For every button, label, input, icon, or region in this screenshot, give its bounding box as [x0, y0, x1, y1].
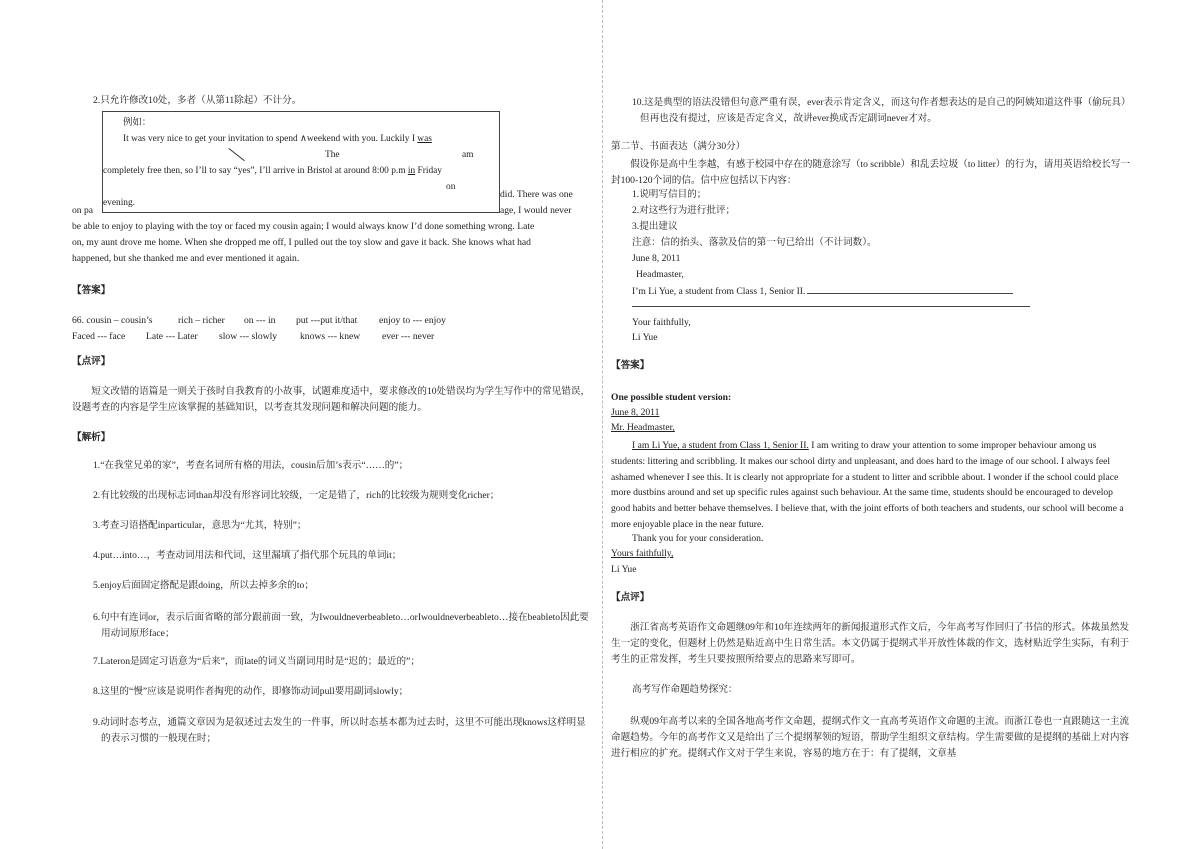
sample-date: June 8, 2011: [611, 407, 660, 418]
analysis-item: 1.“在我堂兄弟的家”，考查名词所有格的用法，cousin后加’s表示“……的”；: [93, 460, 409, 471]
answer-item: put ---put it/that: [296, 315, 358, 326]
analysis-item: 7.Lateron是固定习语意为“后来”，而late的词义当副词用时是“迟的；最近的”；: [93, 656, 420, 667]
analysis-item: 6.句中有连词or，表示后面省略的部分跟前面一致，为Iwouldneverbeableto…orIwouldneverbeableto…接在beableto因此要用动词原形face；: [93, 612, 589, 639]
letter-closing: Your faithfully,: [632, 317, 691, 328]
comment-paragraph: 短文改错的语篇是一则关于孩时自我教育的小故事，试题难度适中，要求修改的10处错误均为学生写作中的常见错误，设题考查的内容是学生应该掌握的基础知识，以考查其发现问题和解决问题的能力。: [72, 386, 591, 413]
sample-salutation: Mr. Headmaster,: [611, 422, 675, 433]
answer-item: 66. cousin – cousin’s: [72, 315, 153, 326]
example-box: [102, 111, 500, 213]
answer-item: enjoy to --- enjoy: [379, 315, 446, 326]
analysis-item: 5.enjoy后面固定搭配是跟doing，所以去掉多余的to；: [93, 580, 314, 591]
sample-body: I am Li Yue, a student from Class 1, Senior II. I am writing to draw your attention to some improper behaviour among us students: littering and scribbling. It makes our school dirty and unpleasant, and does hard to the image of our school. I always feel ashamed whenever I see this. It is clearly not appropriate for a student to litter and scribble about. I wonder if the school could place more dustbins around and set up specific rules against such behaviour. At the same time, students should be encouraged to develop good habits and better behave themselves. I believe that, with the joint efforts of both teachers and students, our school will become a more enjoyable place in the near future.: [611, 440, 1124, 530]
task-intro: 假设你是高中生李越，有感于校园中存在的随意涂写（to scribble）和乱丢垃圾（to litter）的行为，请用英语给校长写一封100-120个词的信。信中应包括以下内容：: [611, 159, 1131, 186]
section-title: 第二节、书面表达（满分30分）: [611, 141, 746, 152]
analysis-item: 3.考查习语搭配inparticular，意思为“尤其，特别”；: [93, 520, 307, 531]
answer-heading: 【答案】: [611, 360, 650, 371]
answer-heading: 【答案】: [72, 285, 111, 296]
correction-on: on: [446, 182, 456, 192]
letter-date: June 8, 2011: [632, 253, 681, 264]
analysis-heading: 【解析】: [72, 432, 111, 443]
passage-line: happened, but she thanked me and ever mentioned it again.: [72, 253, 300, 264]
sample-version-title: One possible student version:: [611, 392, 732, 403]
analysis-item: 4.put…into…，考查动词用法和代词，这里漏填了指代那个玩具的单词it；: [93, 550, 402, 561]
sample-name: Li Yue: [611, 564, 637, 575]
task-note: 注意：信的抬头、落款及信的第一句已给出（不计词数）。: [632, 237, 877, 248]
task-point: 2.对这些行为进行批评；: [632, 205, 736, 216]
example-label: 例如：: [123, 118, 152, 128]
example-line-1: It was very nice to get your invitation to spend ∧weekend with you. Luckily I was: [123, 134, 432, 144]
correction-am: am: [462, 150, 474, 160]
example-line-3: evening.: [103, 198, 136, 208]
analysis-item: 2.有比较级的出现标志词than却没有形容词比较级，一定是错了，rich的比较级为规则变化richer；: [93, 490, 500, 501]
passage-line: on, my aunt drove me home. When she dropped me off, I pulled out the toy slow and gave it back. She knows what had: [72, 237, 531, 248]
passage-line: be able to enjoy to playing with the toy or faced my cousin again; I would always know I’d done something wrong. Late: [72, 221, 535, 232]
answer-item: rich – richer: [178, 315, 225, 326]
passage-line: did. There was one: [500, 189, 573, 200]
page-divider: [602, 0, 603, 849]
example-line-2: completely free then, so I’ll to say “yes”, I’ll arrive in Bristol at around 8:00 p.m in Friday: [103, 166, 442, 176]
sample-thanks: Thank you for your consideration.: [632, 533, 764, 544]
comment-heading: 【点评】: [72, 356, 111, 367]
rule-2-text: 2.只允许修改10处，多者（从第11除起）不计分。: [93, 95, 302, 106]
answer-item: knows --- knew: [300, 331, 361, 342]
letter-name: Li Yue: [632, 332, 658, 343]
comment-paragraph: 浙江省高考英语作文命题继09年和10年连续两年的新闻报道形式作文后，今年高考写作回归了书信的形式。体裁虽然发生一定的变化，但题材上仍然是贴近高中生日常生活。本文仍属于提纲式半开放性体裁的作文，选材贴近学生实际，有利于考生的正常发挥，考生只要按照所给要点的思路来写即可。: [611, 622, 1130, 665]
trend-title: 高考写作命题趋势探究：: [632, 684, 738, 695]
answer-item: Late --- Later: [146, 331, 198, 342]
sample-closing: Yours faithfully,: [611, 548, 674, 559]
comment-heading: 【点评】: [611, 592, 650, 603]
analysis-item: 9.动词时态考点，通篇文章因为是叙述过去发生的一件事，所以时态基本都为过去时，这里不可能出现knows这样明显的表示习惯的一般现在时；: [93, 717, 586, 744]
letter-salutation: Headmaster,: [636, 269, 684, 280]
blank-writing-line: [632, 306, 1030, 307]
correction-the: The: [325, 150, 340, 160]
analysis-item-10: 10.这是典型的语法没错但句意严重有误，ever表示肯定含义，而这句作者想表达的是自己的阿姨知道这件事（偷玩具）但再也没有提过，应该是否定含义，故讲ever换成否定副词never才对。: [632, 97, 1131, 124]
passage-line: age, I would never: [500, 205, 572, 216]
letter-first-line: I’m Li Yue, a student from Class 1, Senior II.: [632, 285, 1013, 298]
task-point: 3.提出建议: [632, 221, 678, 232]
answer-item: slow --- slowly: [219, 331, 278, 342]
answer-item: on --- in: [244, 315, 276, 326]
analysis-item: 8.这里的“慢”应该是说明作者掏兜的动作，即修饰动词pull要用副词slowly；: [93, 686, 409, 697]
task-point: 1.说明写信目的；: [632, 189, 707, 200]
trend-paragraph: 纵观09年高考以来的全国各地高考作文命题，提纲式作文一直高考英语作文命题的主流。而浙江卷也一直跟随这一主流命题趋势。今年的高考作文又是给出了三个提纲挈领的短语，帮助学生组织文章结构。学生需要做的是提纲的基础上对内容进行相应的扩充。提纲式作文对于学生来说，容易的地方在于：有了提纲，文章基: [611, 716, 1130, 759]
passage-line: on pa: [72, 205, 94, 216]
answer-item: Faced --- face: [72, 331, 126, 342]
answer-item: ever --- never: [382, 331, 435, 342]
